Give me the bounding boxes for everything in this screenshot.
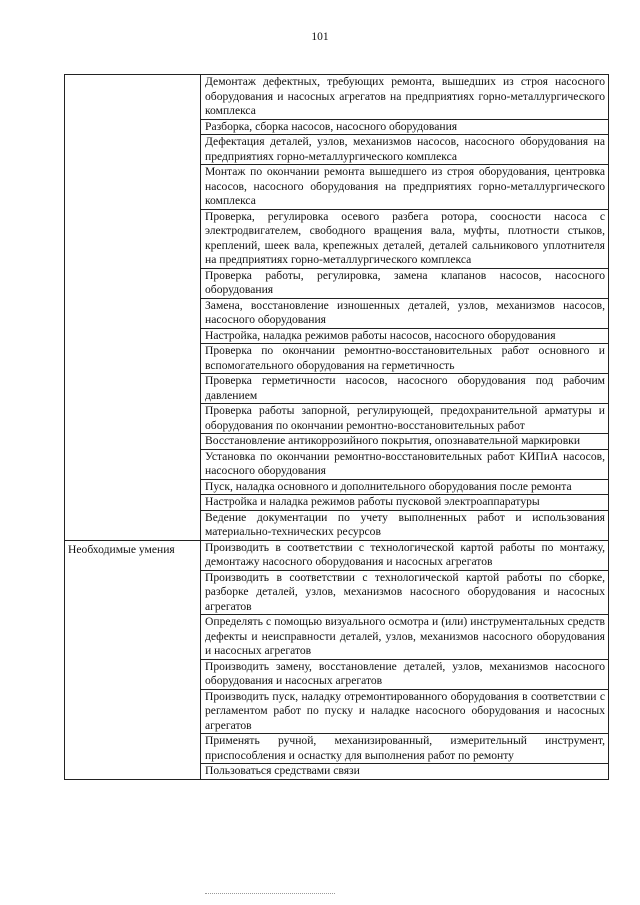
competency-table [64, 74, 609, 780]
list-item: Установка по окончании ремонтно-восстановительных работ КИПиА насосов, насосного оборудования [201, 449, 608, 479]
list-item: Монтаж по окончании ремонта вышедшего из строя оборудования, центровка насосов, насосного оборудования на предприятиях горно-металлургического комплекса [201, 164, 608, 209]
list-item: Пользоваться средствами связи [201, 763, 608, 779]
row-label: Необходимые умения [65, 540, 201, 779]
list-item: Проверка по окончании ремонтно-восстановительных работ основного и вспомогательного оборудования на герметичность [201, 343, 608, 373]
page-number: 101 [311, 31, 329, 43]
list-item: Замена, восстановление изношенных деталей, узлов, механизмов насосов, насосного оборудования [201, 298, 608, 328]
list-item: Демонтаж дефектных, требующих ремонта, вышедших из строя насосного оборудования и насосных агрегатов на предприятиях горно-металлургического комплекса [205, 75, 605, 117]
row-label [65, 75, 201, 541]
list-item: Проверка, регулировка осевого разбега ротора, соосности насоса с электродвигателем, свободного вращения вала, муфты, плотности стыков, креплений, шеек вала, крепежных деталей, деталей сальникового уплотнителя на предприятиях горно-металлургического комплекса [201, 209, 608, 268]
list-item: Проверка работы, регулировка, замена клапанов насосов, насосного оборудования [201, 268, 608, 298]
list-item: Восстановление антикоррозийного покрытия, опознавательной маркировки [201, 433, 608, 449]
list-item: Производить в соответствии с технологической картой работы по монтажу, демонтажу насосного оборудования и насосных агрегатов [205, 540, 605, 568]
list-item: Производить замену, восстановление деталей, узлов, механизмов насосного оборудования и насосных агрегатов [201, 659, 608, 689]
list-item: Проверка работы запорной, регулирующей, предохранительной арматуры и оборудования по окончании ремонтно-восстановительных работ [201, 403, 608, 433]
table-row [65, 540, 609, 779]
list-item: Производить в соответствии с технологической картой работы по сборке, разборке деталей, узлов, механизмов насосного оборудования и насосных агрегатов [201, 570, 608, 615]
list-item: Применять ручной, механизированный, измерительный инструмент, приспособления и оснастку для выполнения работ по ремонту [201, 733, 608, 763]
row-items [201, 75, 609, 541]
list-item: Ведение документации по учету выполненных работ и использования материально-технических ресурсов [201, 510, 608, 540]
table-body [65, 75, 609, 780]
table-row [65, 75, 609, 541]
list-item: Настройка и наладка режимов работы пусковой электроаппаратуры [201, 494, 608, 510]
list-item: Проверка герметичности насосов, насосного оборудования под рабочим давлением [201, 373, 608, 403]
footer-rule [205, 893, 335, 895]
list-item: Разборка, сборка насосов, насосного оборудования [201, 119, 608, 135]
list-item: Дефектация деталей, узлов, механизмов насосов, насосного оборудования на предприятиях горно-металлургического комплекса [201, 134, 608, 164]
list-item: Настройка, наладка режимов работы насосов, насосного оборудования [201, 328, 608, 344]
list-item: Определять с помощью визуального осмотра и (или) инструментальных средств дефекты и неисправности деталей, узлов, механизмов насосного оборудования и насосных агрегатов [201, 614, 608, 659]
row-items [201, 540, 609, 779]
list-item: Производить пуск, наладку отремонтированного оборудования в соответствии с регламентом работ по пуску и наладке насосного оборудования и насосных агрегатов [201, 689, 608, 734]
list-item: Пуск, наладка основного и дополнительного оборудования после ремонта [201, 479, 608, 495]
